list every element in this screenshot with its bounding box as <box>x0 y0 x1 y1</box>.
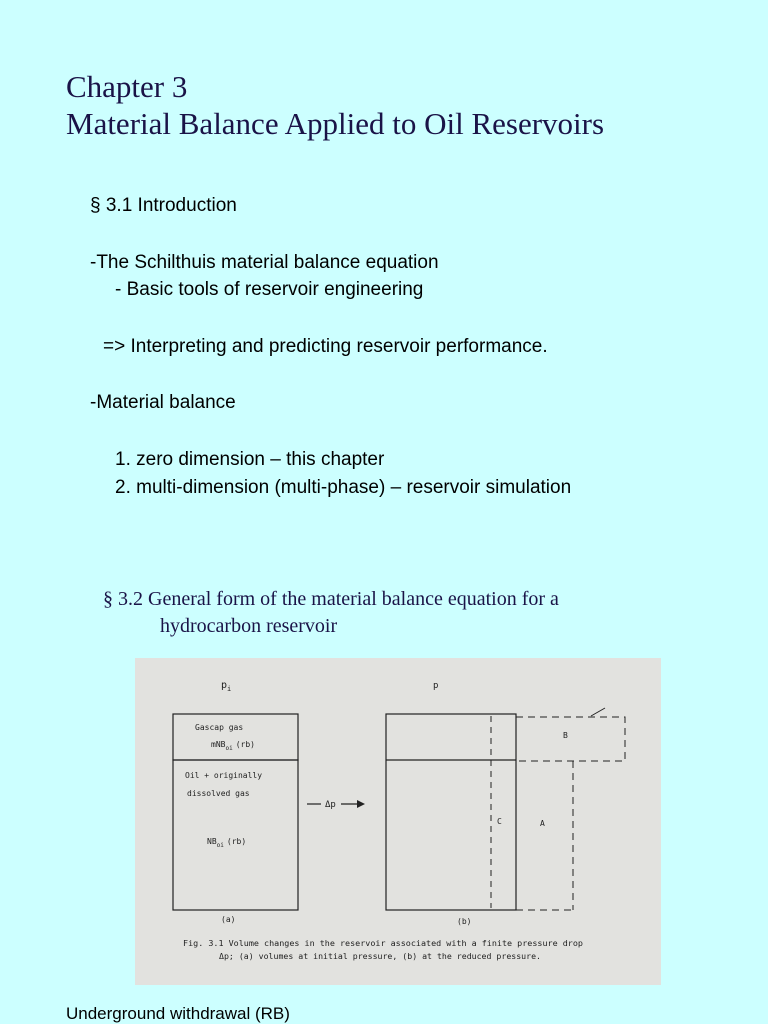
label-c: C <box>497 817 502 826</box>
schilthuis-line: -The Schilthuis material balance equation <box>90 252 439 273</box>
label-b: B <box>563 731 568 740</box>
list-item-multi-dimension: 2. multi-dimension (multi-phase) – reservoir simulation <box>115 477 572 498</box>
expansion-box-b <box>516 717 625 761</box>
reservoir-box-b <box>386 714 516 910</box>
chapter-heading: Chapter 3 <box>66 69 188 104</box>
gascap-volume: mNB$_{oi}$ (rb) <box>211 740 255 752</box>
chapter-subtitle: Material Balance Applied to Oil Reservoirs <box>66 106 605 141</box>
oil-box <box>173 760 298 910</box>
label-fig-b: (b) <box>457 917 472 926</box>
section-3-1-heading: § 3.1 Introduction <box>90 195 237 216</box>
pressure-drop-arrow <box>307 800 365 810</box>
label-a: A <box>540 819 545 828</box>
figure-caption-line2: Δp; (a) volumes at initial pressure, (b) at the reduced pressure. <box>219 952 541 961</box>
basic-tools-line: - Basic tools of reservoir engineering <box>115 279 424 300</box>
oil-volume: $NB_{oi}$ (rb) <box>207 837 247 849</box>
list-item-zero-dimension: 1. zero dimension – this chapter <box>115 449 385 470</box>
figure-3-1 <box>135 658 661 985</box>
label-p: p <box>433 681 439 691</box>
gascap-box <box>173 714 298 760</box>
section-3-2-line2: hydrocarbon reservoir <box>160 615 338 637</box>
material-balance-line: -Material balance <box>90 392 236 413</box>
gascap-label: Gascap gas <box>195 723 244 732</box>
diagram-b <box>386 681 625 926</box>
oil-label-line2: dissolved gas <box>187 789 250 798</box>
figure-caption-line1: Fig. 3.1 Volume changes in the reservoir associated with a finite pressure drop <box>183 939 584 948</box>
oil-label-line1: Oil + originally <box>185 771 263 780</box>
interpreting-line: => Interpreting and predicting reservoir performance. <box>103 336 548 357</box>
label-pi: $p_i$ <box>221 680 232 693</box>
diagram-a <box>173 680 298 924</box>
delta-p-label: Δp <box>325 800 336 810</box>
slide-title <box>66 68 604 142</box>
label-fig-a: (a) <box>221 915 236 924</box>
section-3-2-heading <box>103 586 559 640</box>
section-3-2-line1: § 3.2 General form of the material balance equation for a <box>103 588 559 610</box>
underground-withdrawal-label: Underground withdrawal (RB) <box>66 1004 290 1023</box>
